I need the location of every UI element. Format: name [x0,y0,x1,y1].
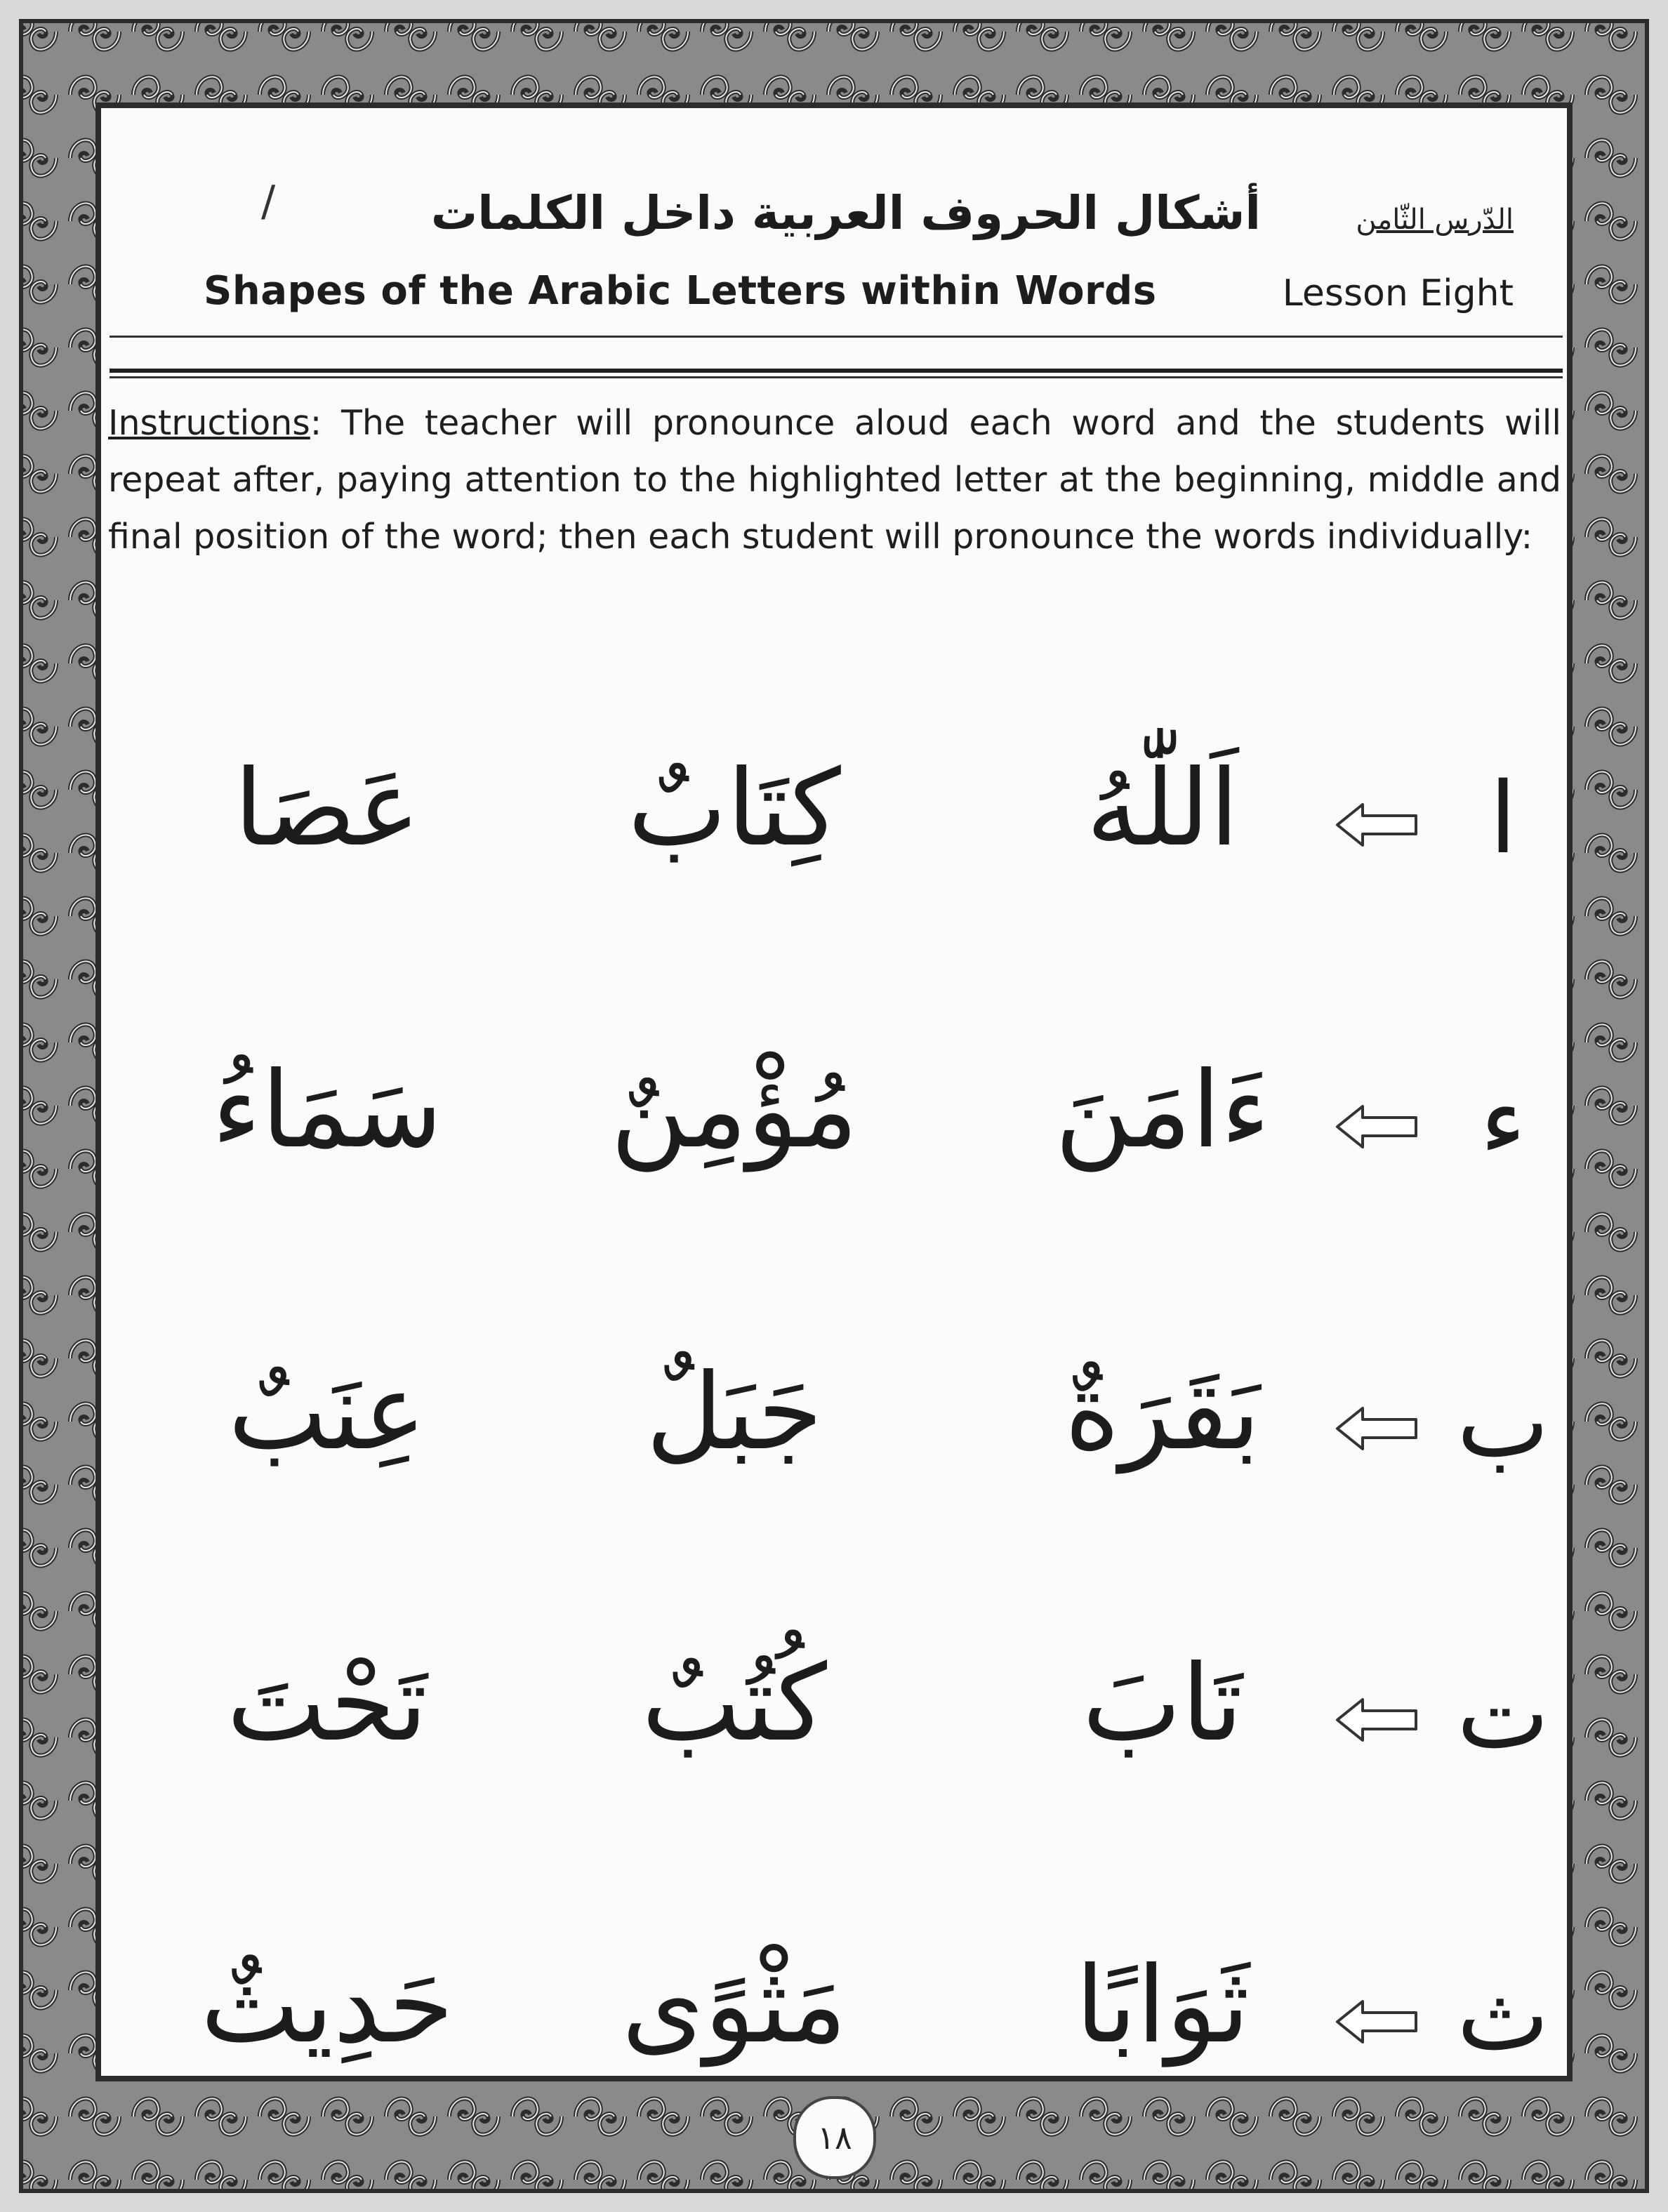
word-medial: مَثْوًى [621,1945,847,2067]
instructions-label: Instructions [108,403,310,443]
slash-mark: / [261,177,276,226]
word-final: عِنَبٌ [227,1351,427,1473]
row-letter: ب [1457,1365,1549,1480]
row-letter: ث [1457,1959,1549,2073]
word-initial: ءَامَنَ [1054,1049,1271,1172]
word-final: حَدِيثٌ [200,1945,454,2067]
row-letter: ء [1480,1064,1526,1178]
page-content [105,112,1563,2072]
row-letter: ت [1457,1657,1549,1771]
row-letter: ا [1489,762,1517,876]
arabic-title: أشكال الحروف العربية داخل الكلمات [430,186,1261,240]
word-medial: كِتَابٌ [628,748,841,870]
word-initial: بَقَرَةٌ [1064,1351,1261,1473]
letter-row [105,734,1563,965]
page-number: ١٨ [793,2096,876,2179]
english-lesson-label: Lesson Eight [1282,272,1514,314]
word-final: عَصَا [234,748,421,870]
letter-row [105,1035,1563,1267]
word-medial: مُؤْمِنٌ [610,1049,859,1172]
letter-rows [105,112,1563,2072]
letter-row [105,1337,1563,1569]
instructions-text: : The teacher will pronounce aloud each word and the students will repeat after, paying attention to the highlighted letter at the beginning, middle and final position of the word; then each student will pronounce the words individually: [108,403,1561,557]
word-initial: تَابَ [1082,1643,1243,1765]
word-initial: ثَوَابًا [1075,1945,1250,2067]
word-final: تَحْتَ [227,1643,428,1765]
word-final: سَمَاءُ [211,1049,443,1172]
word-medial: جَبَلٌ [646,1351,823,1473]
word-medial: كُتُبٌ [642,1643,827,1765]
arabic-lesson-label: الدّرس الثّامن [1356,204,1514,236]
word-initial: اَللّٰهُ [1086,748,1239,870]
letter-row [105,1629,1563,1860]
english-title: Shapes of the Arabic Letters within Words [204,268,1157,314]
